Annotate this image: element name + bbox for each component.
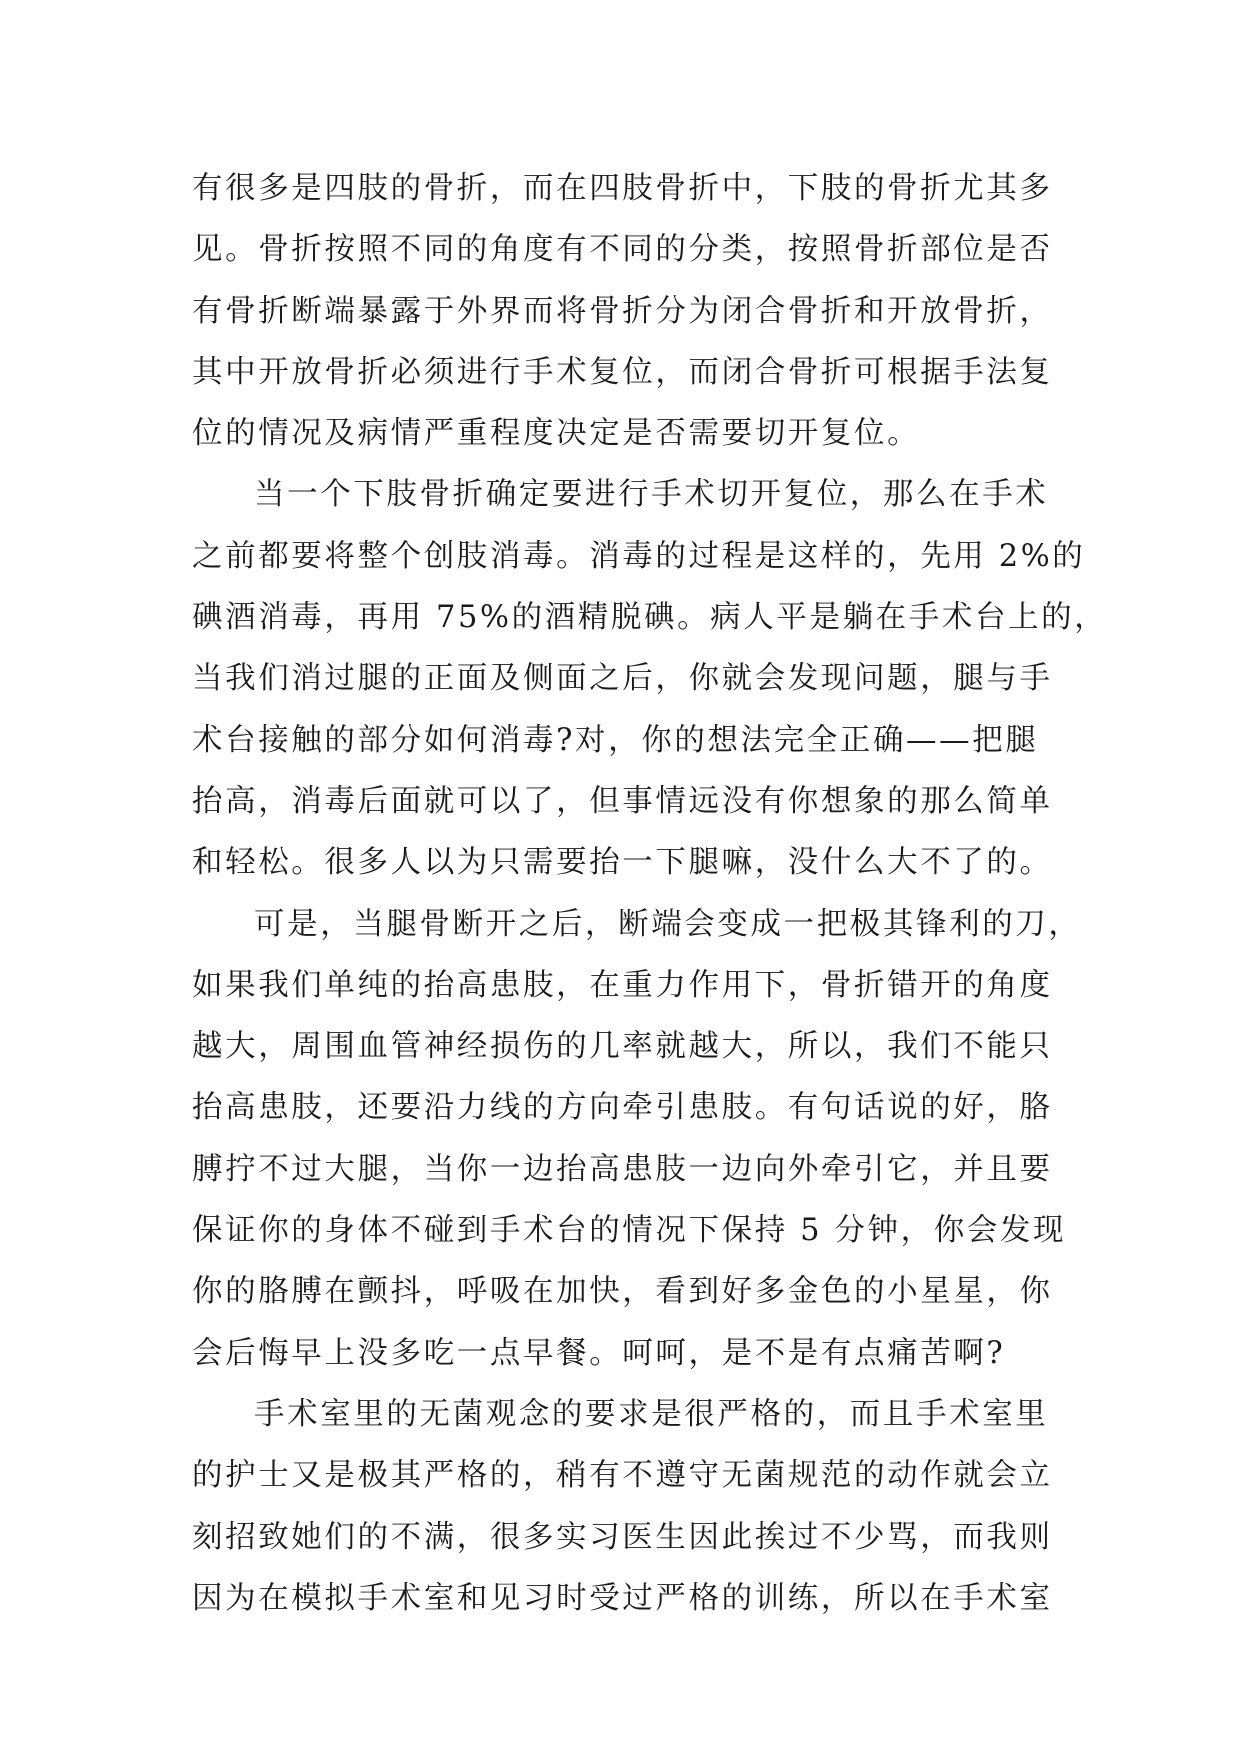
body-text <box>192 158 1108 1629</box>
text-line: 的护士又是极其严格的，稍有不遵守无菌规范的动作就会立 <box>192 1458 1053 1494</box>
text-line: 会后悔早上没多吃一点早餐。呵呵，是不是有点痛苦啊? <box>192 1335 1006 1371</box>
text-line: 位的情况及病情严重程度决定是否需要切开复位。 <box>192 416 921 452</box>
text-line: 之前都要将整个创肢消毒。消毒的过程是这样的，先用 2%的 <box>192 538 1086 574</box>
text-line: 当我们消过腿的正面及侧面之后，你就会发现问题，腿与手 <box>192 661 1053 697</box>
text-line: 抬高患肢，还要沿力线的方向牵引患肢。有句话说的好，胳 <box>192 1090 1053 1126</box>
text-line: 越大，周围血管神经损伤的几率就越大，所以，我们不能只 <box>192 1029 1053 1065</box>
text-line: 见。骨折按照不同的角度有不同的分类，按照骨折部位是否 <box>192 232 1053 268</box>
text-line: 膊拧不过大腿，当你一边抬高患肢一边向外牵引它，并且要 <box>192 1151 1053 1187</box>
text-line: 术台接触的部分如何消毒?对，你的想法完全正确——把腿 <box>192 722 1039 758</box>
text-line: 有骨折断端暴露于外界而将骨折分为闭合骨折和开放骨折， <box>192 293 1053 329</box>
text-line: 有很多是四肢的骨折，而在四肢骨折中，下肢的骨折尤其多 <box>192 171 1053 206</box>
text-line: 如果我们单纯的抬高患肢，在重力作用下，骨折错开的角度 <box>192 967 1053 1003</box>
paragraph-first-line: 手术室里的无菌观念的要求是很严格的，而且手术室里 <box>254 1396 1049 1432</box>
text-line: 和轻松。很多人以为只需要抬一下腿嘛，没什么大不了的。 <box>192 845 1053 881</box>
text-line: 你的胳膊在颤抖，呼吸在加快，看到好多金色的小星星，你 <box>192 1274 1053 1310</box>
text-line: 刻招致她们的不满，很多实习医生因此挨过不少骂，而我则 <box>192 1519 1053 1555</box>
text-line: 抬高，消毒后面就可以了，但事情远没有你想象的那么简单 <box>192 783 1053 819</box>
text-line: 因为在模拟手术室和见习时受过严格的训练，所以在手术室 <box>192 1580 1053 1616</box>
text-line: 保证你的身体不碰到手术台的情况下保持 5 分钟，你会发现 <box>192 1213 1067 1249</box>
text-line: 其中开放骨折必须进行手术复位，而闭合骨折可根据手法复 <box>192 354 1053 390</box>
text-line: 碘酒消毒，再用 75%的酒精脱碘。病人平是躺在手术台上的， <box>192 600 1108 636</box>
paragraph-first-line: 可是，当腿骨断开之后，断端会变成一把极其锋利的刀， <box>254 906 1082 942</box>
paragraph-first-line: 当一个下肢骨折确定要进行手术切开复位，那么在手术 <box>254 477 1049 513</box>
